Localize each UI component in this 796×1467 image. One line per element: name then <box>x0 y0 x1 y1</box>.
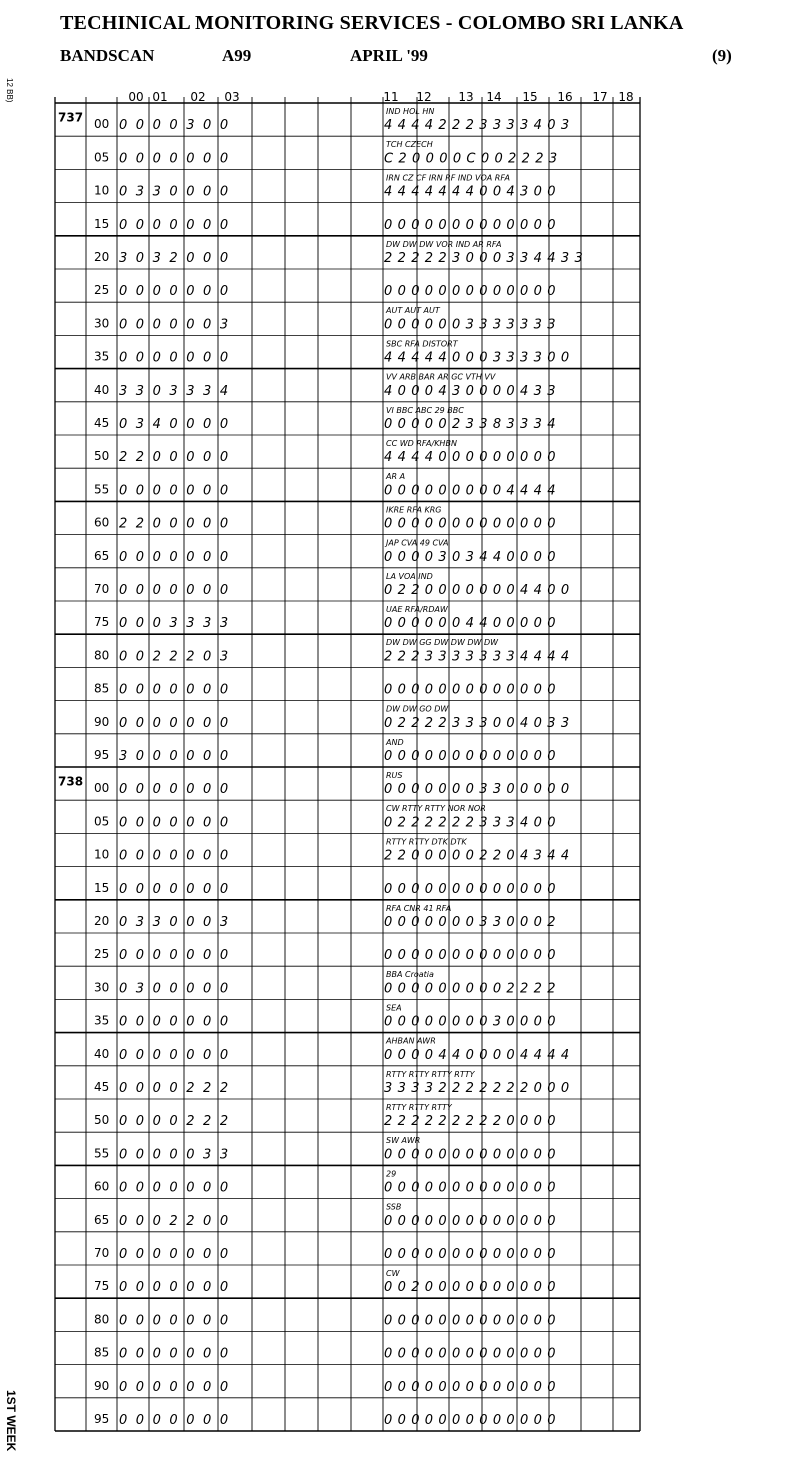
row-minute: 85 <box>94 681 110 696</box>
row-notes: AHBAN AWR <box>386 1036 436 1046</box>
row-minute: 65 <box>94 548 110 563</box>
row-left-values: 0 0 0 0 0 0 3 <box>119 317 231 333</box>
row-left-values: 0 3 4 0 0 0 0 <box>119 417 231 432</box>
row-left-values: 0 3 3 0 0 0 3 <box>119 915 231 930</box>
month-label: APRIL '99 <box>350 46 428 65</box>
row-notes: UAE RFA/RDAW <box>386 605 448 614</box>
row-left-values: 0 0 0 0 0 0 0 <box>119 350 231 366</box>
column-header: 11 <box>383 90 399 104</box>
row-right-values: 0 0 0 0 0 0 0 0 0 0 0 0 0 <box>384 516 557 532</box>
row-minute: 95 <box>94 1412 110 1426</box>
row-right-values: 4 4 4 4 2 2 2 3 3 3 3 4 0 3 <box>384 118 570 134</box>
row-left-values: 0 0 0 0 0 0 0 <box>119 483 231 499</box>
row-left-values: 0 0 0 0 0 0 0 <box>119 1247 231 1262</box>
row-minute: 75 <box>94 615 110 630</box>
row-left-values: 0 0 0 0 0 0 0 <box>119 1014 231 1030</box>
row-right-values: 0 0 0 0 0 0 0 0 0 0 0 0 0 <box>384 217 557 233</box>
row-right-values: 0 0 0 0 0 2 3 3 8 3 3 3 4 <box>384 417 557 432</box>
row-left-values: 3 3 0 3 3 3 4 <box>119 383 231 399</box>
column-header: 18 <box>618 90 634 104</box>
row-left-values: 3 0 0 0 0 0 0 <box>119 749 231 764</box>
row-right-values: 2 2 2 2 2 2 2 2 2 0 0 0 0 <box>384 1114 557 1130</box>
row-left-values: 0 0 0 0 0 0 0 <box>119 284 231 300</box>
row-right-values: 0 0 0 0 0 0 0 0 0 0 0 0 0 <box>384 1346 557 1362</box>
row-left-values: 0 0 0 0 3 0 0 <box>119 118 231 134</box>
row-right-values: 2 2 2 3 3 3 3 3 3 3 4 4 4 4 <box>384 649 570 665</box>
row-notes: SSB <box>386 1202 402 1212</box>
row-right-values: 4 4 4 4 4 0 0 0 3 3 3 3 0 0 <box>384 350 570 366</box>
row-left-values: 0 3 3 0 0 0 0 <box>119 184 231 200</box>
row-right-values: 0 2 2 2 2 2 2 3 3 3 4 0 0 <box>384 815 557 831</box>
row-left-values: 0 0 0 0 0 0 0 <box>119 848 231 864</box>
week-label: 1ST WEEK <box>4 1390 18 1452</box>
row-right-values: 0 0 0 0 0 0 0 0 0 0 0 0 0 <box>384 1180 557 1196</box>
block-marker: 737 <box>58 110 84 125</box>
column-header: 17 <box>592 90 608 104</box>
row-minute: 10 <box>94 847 110 862</box>
row-minute: 80 <box>94 648 110 663</box>
row-right-values: 4 4 4 4 0 0 0 0 0 0 0 0 0 <box>384 450 557 466</box>
row-notes: VI BBC ABC 29 BBC <box>386 405 464 415</box>
row-right-values: 0 0 0 0 0 0 0 0 0 0 0 0 0 <box>384 682 557 698</box>
row-notes: IRN CZ CF IRN RF IND VOA RFA <box>386 173 510 183</box>
column-header: 00 <box>128 90 144 104</box>
row-minute: 40 <box>94 1046 110 1061</box>
row-notes: JAP CVA 49 CVA <box>386 538 449 548</box>
document-title: TECHINICAL MONITORING SERVICES - COLOMBO SRI LANKA <box>60 12 684 34</box>
row-notes: RTTY RTTY RTTY <box>386 1103 452 1112</box>
row-left-values: 0 0 2 2 2 0 3 <box>119 649 231 665</box>
row-right-values: 0 0 0 0 0 0 0 0 0 0 0 0 0 <box>384 284 557 300</box>
row-left-values: 0 0 0 0 0 0 0 <box>119 1313 231 1329</box>
row-notes: LA VOA IND <box>386 571 433 581</box>
row-minute: 40 <box>94 382 110 397</box>
row-minute: 15 <box>94 216 110 231</box>
row-notes: AUT AUT AUT <box>386 306 440 316</box>
row-notes: CW RTTY RTTY NOR NOR <box>386 804 486 814</box>
row-right-values: 0 0 0 0 0 0 0 0 0 0 0 0 0 <box>384 1213 557 1229</box>
row-left-values: 0 0 0 0 0 0 0 <box>119 549 231 565</box>
row-minute: 60 <box>94 515 110 530</box>
column-header: 14 <box>486 90 502 104</box>
row-right-values: 0 0 0 0 4 4 0 0 0 0 4 4 4 4 <box>384 1047 570 1063</box>
row-minute: 85 <box>94 1345 110 1360</box>
row-right-values: 3 3 3 3 2 2 2 2 2 2 2 0 0 0 <box>384 1081 570 1096</box>
row-notes: AR A <box>386 472 406 482</box>
row-notes: 29 <box>386 1169 397 1179</box>
column-header: 15 <box>522 90 538 104</box>
row-left-values: 3 0 3 2 0 0 0 <box>119 251 231 266</box>
row-left-values: 0 0 0 0 2 2 2 <box>119 1081 231 1096</box>
row-minute: 50 <box>94 449 110 464</box>
row-notes: DW DW GG DW DW DW DW <box>386 638 499 648</box>
row-notes: SEA <box>386 1003 402 1013</box>
row-notes: SBC RFA DISTORT <box>386 339 458 349</box>
row-left-values: 2 2 0 0 0 0 0 <box>119 450 231 466</box>
row-right-values: 0 0 0 0 0 0 0 0 0 0 0 0 0 <box>384 881 557 897</box>
row-right-values: 0 0 0 0 0 0 4 4 0 0 0 0 0 <box>384 616 557 632</box>
row-left-values: 2 2 0 0 0 0 0 <box>119 516 231 532</box>
row-left-values: 0 3 0 0 0 0 0 <box>119 981 231 997</box>
row-notes: TCH CZECH <box>386 140 433 150</box>
row-right-values: 0 0 0 0 0 0 0 0 0 2 2 2 2 <box>384 981 557 997</box>
row-minute: 45 <box>94 1080 110 1094</box>
row-minute: 30 <box>94 980 110 995</box>
row-notes: DW DW DW VOR IND AR RFA <box>386 239 502 249</box>
row-notes: RTTY RTTY RTTY RTTY <box>386 1069 475 1079</box>
schedule-code: A99 <box>222 46 252 65</box>
row-left-values: 0 0 0 3 3 3 3 <box>119 616 231 632</box>
row-minute: 10 <box>94 183 110 198</box>
row-right-values: 0 2 2 0 0 0 0 0 0 0 4 4 0 0 <box>384 583 570 598</box>
row-minute: 70 <box>94 582 110 596</box>
row-left-values: 0 0 0 0 0 0 0 <box>119 1346 231 1362</box>
bandscan-label: BANDSCAN <box>60 46 155 65</box>
row-minute: 90 <box>94 714 110 729</box>
row-right-values: 0 0 0 0 0 0 0 0 0 0 0 0 0 <box>384 1379 557 1395</box>
column-header: 03 <box>224 90 240 104</box>
row-minute: 50 <box>94 1113 110 1128</box>
row-minute: 55 <box>94 482 110 497</box>
row-left-values: 0 0 0 2 2 0 0 <box>119 1213 231 1229</box>
row-right-values: 0 0 0 0 0 0 0 0 0 0 0 0 0 <box>384 1413 557 1428</box>
row-notes: CC WD RFA/KHBN <box>386 439 457 448</box>
row-left-values: 0 0 0 0 0 0 0 <box>119 1379 231 1395</box>
row-minute: 60 <box>94 1179 110 1194</box>
row-right-values: 0 0 0 0 0 0 0 0 0 0 0 0 0 <box>384 1147 557 1163</box>
row-minute: 35 <box>94 349 110 364</box>
row-right-values: 0 0 0 0 0 0 0 3 3 0 0 0 2 <box>384 915 557 930</box>
row-right-values: 0 0 0 0 3 0 3 4 4 0 0 0 0 <box>384 549 557 565</box>
column-header: 16 <box>557 90 573 104</box>
row-left-values: 0 0 0 0 0 0 0 <box>119 1047 231 1063</box>
row-minute: 00 <box>94 781 110 796</box>
column-header: 12 <box>416 90 432 104</box>
row-minute: 15 <box>94 880 110 895</box>
row-minute: 20 <box>94 250 110 264</box>
row-minute: 80 <box>94 1312 110 1327</box>
side-note: 12 BB) <box>5 78 14 103</box>
row-left-values: 0 0 0 0 0 0 0 <box>119 948 231 964</box>
row-notes: DW DW GO DW <box>386 704 449 714</box>
row-minute: 20 <box>94 914 110 928</box>
row-right-values: 0 0 0 0 0 0 3 3 3 3 3 3 3 <box>384 317 557 333</box>
row-minute: 70 <box>94 1246 110 1260</box>
row-right-values: 0 0 0 0 0 0 0 0 0 4 4 4 4 <box>384 483 557 499</box>
row-minute: 00 <box>94 117 110 132</box>
row-notes: RTTY RTTY DTK DTK <box>386 837 467 847</box>
row-notes: BBA Croatia <box>386 970 434 980</box>
row-left-values: 0 0 0 0 0 0 0 <box>119 1180 231 1196</box>
row-left-values: 0 0 0 0 0 0 0 <box>119 1413 231 1428</box>
row-notes: SW AWR <box>386 1136 421 1146</box>
column-header: 01 <box>152 90 168 104</box>
row-notes: RFA CNR 41 RFA <box>386 903 452 913</box>
row-notes: VV ARB BAR AR GC VTH VV <box>386 372 496 382</box>
row-left-values: 0 0 0 0 0 3 3 <box>119 1147 231 1163</box>
row-left-values: 0 0 0 0 0 0 0 <box>119 682 231 698</box>
row-minute: 25 <box>94 283 110 298</box>
row-right-values: 0 2 2 2 2 3 3 3 0 0 4 0 3 3 <box>384 715 570 731</box>
column-header: 13 <box>458 90 474 104</box>
row-right-values: 0 0 2 0 0 0 0 0 0 0 0 0 0 <box>384 1280 557 1296</box>
row-right-values: 2 2 0 0 0 0 0 2 2 0 4 3 4 4 <box>384 848 570 864</box>
row-right-values: 0 0 0 0 0 0 0 3 3 0 0 0 0 0 <box>384 782 570 798</box>
row-notes: RUS <box>386 771 403 780</box>
row-right-values: 0 0 0 0 0 0 0 0 3 0 0 0 0 <box>384 1014 557 1030</box>
row-right-values: 0 0 0 0 0 0 0 0 0 0 0 0 0 <box>384 1247 557 1262</box>
row-left-values: 0 0 0 0 0 0 0 <box>119 715 231 731</box>
row-left-values: 0 0 0 0 0 0 0 <box>119 217 231 233</box>
column-header: 02 <box>190 90 206 104</box>
row-minute: 45 <box>94 416 110 430</box>
row-right-values: C 2 0 0 0 0 C 0 0 2 2 2 3 <box>384 151 558 167</box>
row-notes: IKRE RFA KRG <box>386 505 442 515</box>
row-minute: 90 <box>94 1378 110 1393</box>
row-notes: IND HOL HN <box>386 107 435 116</box>
row-left-values: 0 0 0 0 0 0 0 <box>119 782 231 798</box>
row-right-values: 0 0 0 0 0 0 0 0 0 0 0 0 0 <box>384 948 557 964</box>
row-minute: 65 <box>94 1212 110 1227</box>
page-number: (9) <box>712 46 732 65</box>
row-minute: 35 <box>94 1013 110 1028</box>
row-notes: CW <box>386 1269 400 1278</box>
row-right-values: 0 0 0 0 0 0 0 0 0 0 0 0 0 <box>384 749 557 764</box>
row-notes: AND <box>386 737 404 747</box>
row-left-values: 0 0 0 0 0 0 0 <box>119 151 231 167</box>
row-left-values: 0 0 0 0 0 0 0 <box>119 583 231 598</box>
row-right-values: 4 0 0 0 4 3 0 0 0 0 4 3 3 <box>384 383 557 399</box>
row-minute: 25 <box>94 947 110 962</box>
block-marker: 738 <box>58 774 84 789</box>
row-minute: 95 <box>94 748 110 762</box>
row-right-values: 4 4 4 4 4 4 4 0 0 4 3 0 0 <box>384 184 557 200</box>
row-left-values: 0 0 0 0 2 2 2 <box>119 1114 231 1130</box>
row-left-values: 0 0 0 0 0 0 0 <box>119 815 231 831</box>
row-minute: 30 <box>94 316 110 331</box>
row-right-values: 2 2 2 2 2 3 0 0 0 3 3 4 4 3 3 <box>384 251 584 266</box>
row-minute: 55 <box>94 1146 110 1161</box>
row-minute: 05 <box>94 814 110 829</box>
row-left-values: 0 0 0 0 0 0 0 <box>119 881 231 897</box>
row-minute: 05 <box>94 150 110 165</box>
row-left-values: 0 0 0 0 0 0 0 <box>119 1280 231 1296</box>
row-minute: 75 <box>94 1279 110 1294</box>
row-right-values: 0 0 0 0 0 0 0 0 0 0 0 0 0 <box>384 1313 557 1329</box>
